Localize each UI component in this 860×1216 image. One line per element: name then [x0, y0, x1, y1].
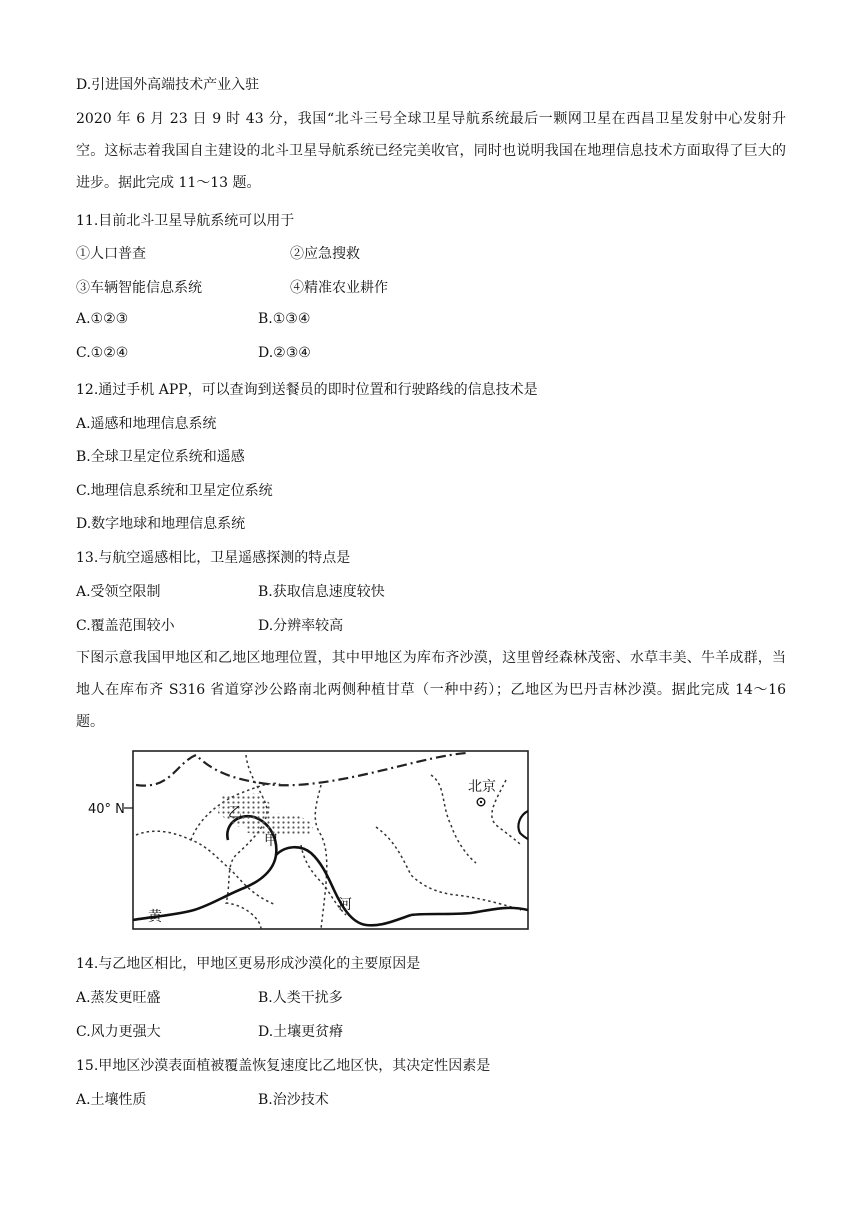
q10-option-d: D.引进国外高端技术产业入驻	[76, 77, 260, 93]
q11-option-d: D.②③④	[258, 345, 311, 361]
q12-option-a: A.遥感和地理信息系统	[76, 416, 217, 432]
huang-label: 黄	[148, 909, 162, 925]
question-11: 11.目前北斗卫星导航系统可以用于	[76, 213, 295, 229]
q14-option-d: D.土壤更贫瘠	[258, 1024, 344, 1040]
q11-item-3: ③车辆智能信息系统	[76, 280, 202, 296]
question-13: 13.与航空遥感相比，卫星遥感探测的特点是	[76, 550, 351, 566]
intro-11-13: 2020 年 6 月 23 日 9 时 43 分，我国“北斗三号全球卫星导航系统最后一颗网卫星在西昌卫星发射中心发射升空。这标志着我国自主建设的北斗卫星导航系统已经完美收官，同时也说明我国在地理信息技术方面取得了巨大的进步。据此完成 11～13 题。	[76, 111, 786, 191]
beijing-label: 北京	[468, 779, 496, 795]
question-14: 14.与乙地区相比，甲地区更易形成沙漠化的主要原因是	[76, 956, 421, 972]
he-label: 河	[338, 897, 352, 913]
q11-item-1: ①人口普查	[76, 246, 146, 262]
q15-option-b: B.治沙技术	[258, 1092, 329, 1108]
desert-location-map	[76, 745, 532, 933]
q13-option-a: A.受领空限制	[76, 584, 161, 600]
q13-option-d: D.分辨率较高	[258, 618, 344, 634]
q11-item-2: ②应急搜救	[290, 246, 360, 262]
map-frame	[133, 751, 528, 929]
question-12: 12.通过手机 APP，可以查询到送餐员的即时位置和行驶路线的信息技术是	[76, 382, 538, 398]
q13-option-b: B.获取信息速度较快	[258, 584, 385, 600]
jia-label: 甲	[264, 833, 278, 849]
q14-option-c: C.风力更强大	[76, 1024, 161, 1040]
question-15: 15.甲地区沙漠表面植被覆盖恢复速度比乙地区快，其决定性因素是	[76, 1058, 491, 1074]
q12-option-d: D.数字地球和地理信息系统	[76, 516, 246, 532]
q11-option-b: B.①③④	[258, 311, 311, 327]
q14-option-a: A.蒸发更旺盛	[76, 990, 161, 1006]
yi-label: 乙	[228, 805, 242, 821]
q15-option-a: A.土壤性质	[76, 1092, 147, 1108]
q11-option-a: A.①②③	[76, 311, 129, 327]
intro-14-16: 下图示意我国甲地区和乙地区地理位置，其中甲地区为库布齐沙漠，这里曾经森林茂密、水草丰美、牛羊成群，当地人在库布齐 S316 省道穿沙公路南北两侧种植甘草（一种中药）；乙地区为巴丹吉林沙漠。据此完成 14～16 题。	[76, 650, 786, 730]
q13-option-c: C.覆盖范围较小	[76, 618, 175, 634]
q12-option-b: B.全球卫星定位系统和遥感	[76, 449, 245, 465]
q14-option-b: B.人类干扰多	[258, 990, 343, 1006]
latitude-label: 40° N	[88, 802, 125, 817]
q11-option-c: C.①②④	[76, 345, 129, 361]
q11-item-4: ④精准农业耕作	[290, 280, 388, 296]
q12-option-c: C.地理信息系统和卫星定位系统	[76, 483, 273, 499]
